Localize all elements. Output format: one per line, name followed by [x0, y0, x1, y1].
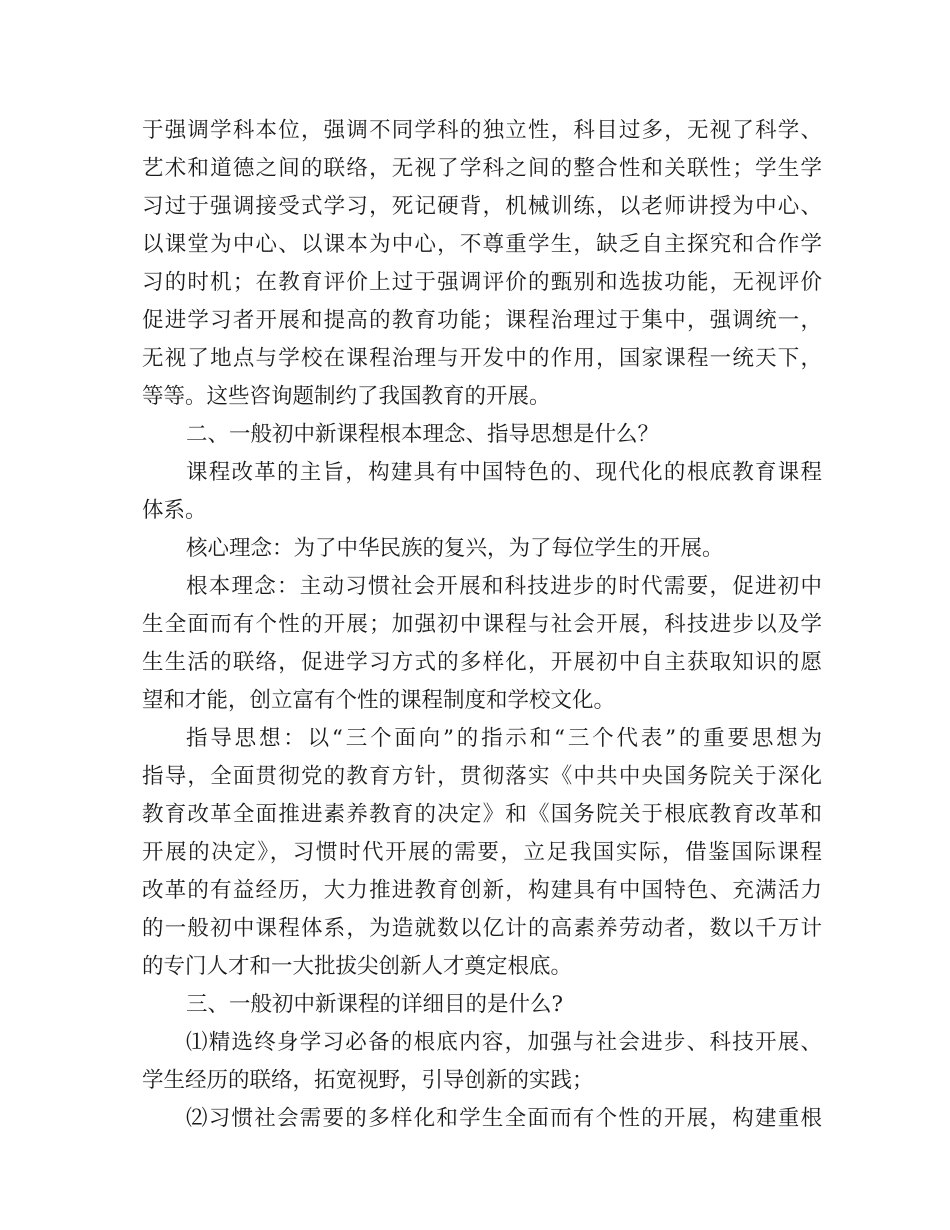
- text-line: 生全面而有个性的开展；加强初中课程与社会开展，科技进步以及学: [142, 612, 822, 637]
- text-line: 体系。: [142, 498, 207, 523]
- text-line: 习过于强调接受式学习，死记硬背，机械训练，以老师讲授为中心、: [142, 194, 822, 219]
- text-line: 于强调学科本位，强调不同学科的独立性，科目过多，无视了科学、: [142, 118, 822, 143]
- list-item: ⑵习惯社会需要的多样化和学生全面而有个性的开展，构建重根: [186, 1106, 822, 1131]
- section-heading: 三、一般初中新课程的详细目的是什么?: [186, 992, 564, 1017]
- text-line: 艺术和道德之间的联络，无视了学科之间的整合性和关联性；学生学: [142, 156, 822, 181]
- text-line: 的专门人才和一大批拔尖创新人才奠定根底。: [142, 954, 573, 979]
- text-line: 望和才能，创立富有个性的课程制度和学校文化。: [142, 688, 616, 713]
- text-line: 促进学习者开展和提高的教育功能；课程治理过于集中，强调统一，: [142, 308, 822, 333]
- text-line: 的一般初中课程体系，为造就数以亿计的高素养劳动者，数以千万计: [142, 916, 822, 941]
- text-line: 以课堂为中心、以课本为中心，不尊重学生，缺乏自主探究和合作学: [142, 232, 822, 257]
- text-line: 指导思想：以“三个面向”的指示和“三个代表”的重要思想为: [186, 726, 822, 751]
- text-line: 教育改革全面推进素养教育的决定》和《国务院关于根底教育改革和: [142, 802, 822, 827]
- list-item: ⑴精选终身学习必备的根底内容，加强与社会进步、科技开展、: [186, 1030, 822, 1055]
- text-line: 无视了地点与学校在课程治理与开发中的作用，国家课程一统天下，: [142, 346, 822, 371]
- text-line: 改革的有益经历，大力推进教育创新，构建具有中国特色、充满活力: [142, 878, 822, 903]
- text-line: 核心理念：为了中华民族的复兴，为了每位学生的开展。: [186, 536, 724, 561]
- text-line: 根本理念：主动习惯社会开展和科技进步的时代需要，促进初中: [186, 574, 822, 599]
- section-heading: 二、一般初中新课程根本理念、指导思想是什么？: [186, 422, 660, 447]
- text-line: 开展的决定》，习惯时代开展的需要，立足我国实际，借鉴国际课程: [142, 840, 822, 865]
- text-line: 生生活的联络，促进学习方式的多样化，开展初中自主获取知识的愿: [142, 650, 822, 675]
- text-line: 等等。这些咨询题制约了我国教育的开展。: [142, 384, 551, 409]
- text-line: 学生经历的联络，拓宽视野，引导创新的实践；: [142, 1068, 594, 1093]
- text-line: 习的时机；在教育评价上过于强调评价的甄别和选拔功能，无视评价: [142, 270, 822, 295]
- text-line: 指导，全面贯彻党的教育方针，贯彻落实《中共中央国务院关于深化: [142, 764, 822, 789]
- text-line: 课程改革的主旨，构建具有中国特色的、现代化的根底教育课程: [186, 460, 822, 485]
